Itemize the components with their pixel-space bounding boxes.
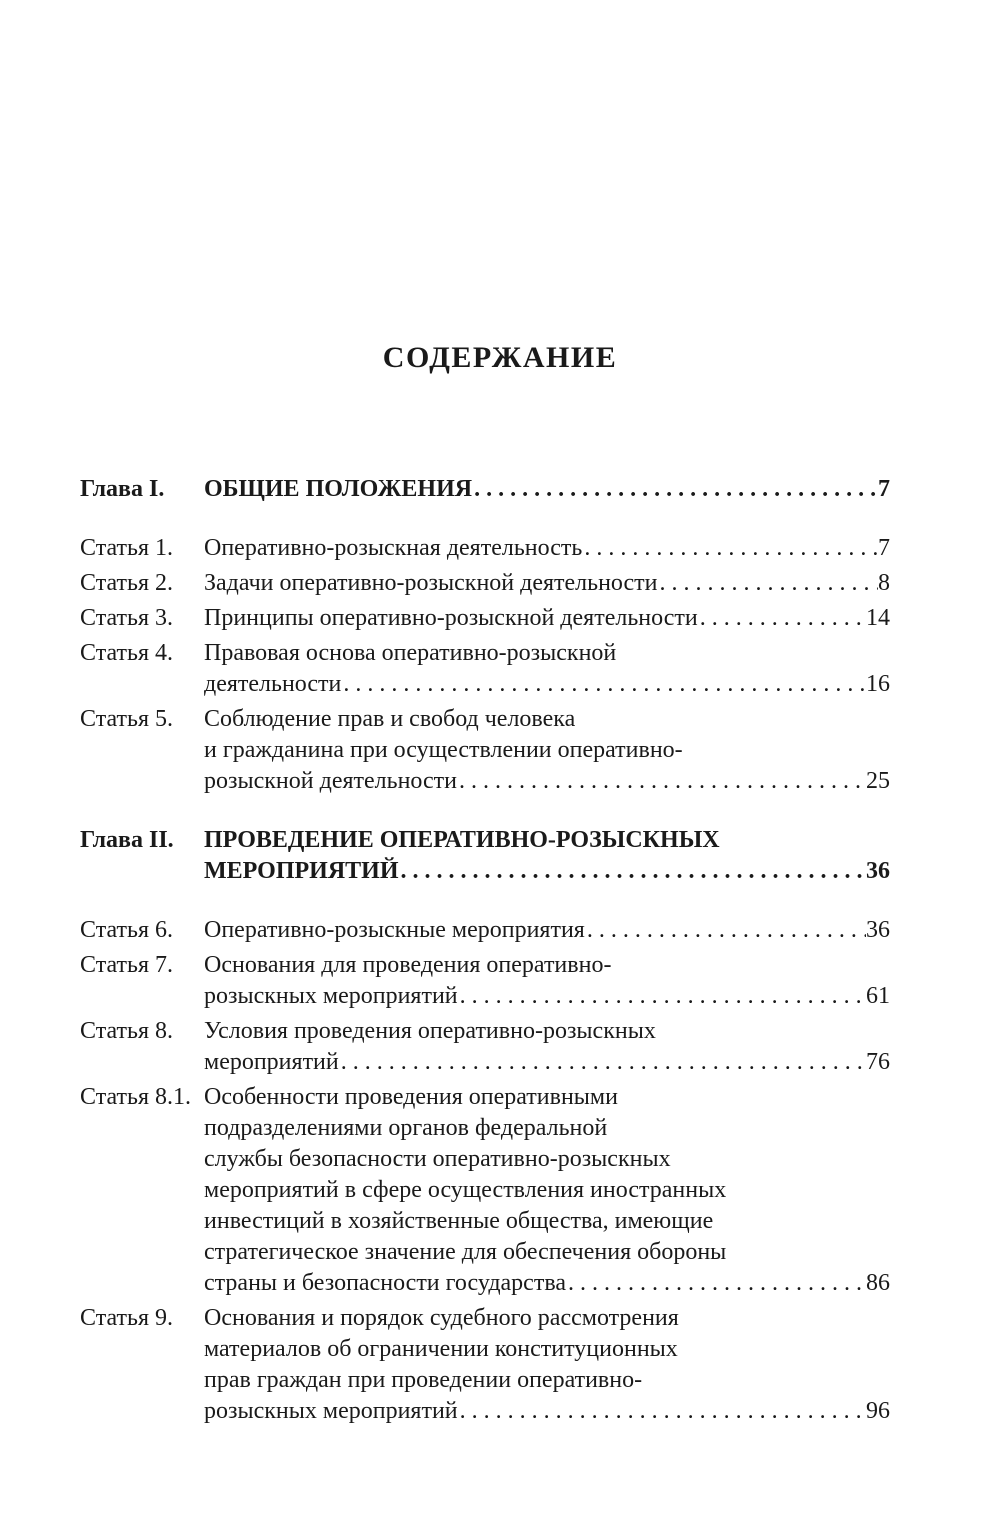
page-number: 36 bbox=[866, 917, 890, 943]
entry-title-line bbox=[204, 981, 890, 1012]
entry-title bbox=[204, 950, 890, 1012]
entry-title-text: инвестиций в хозяйственные общества, имеющие bbox=[204, 1208, 714, 1234]
entry-title-line bbox=[204, 735, 890, 766]
dot-leader bbox=[458, 1396, 866, 1427]
dot-leader bbox=[399, 856, 866, 887]
article-label: Статья 8.1. bbox=[80, 1084, 191, 1110]
toc-article-entry[interactable] bbox=[80, 1082, 890, 1299]
entry-title-text: Особенности проведения оперативными bbox=[204, 1084, 618, 1110]
dot-leader bbox=[458, 981, 866, 1012]
toc-article-entry[interactable] bbox=[80, 950, 890, 1012]
entry-title-line bbox=[204, 1144, 890, 1175]
entry-title bbox=[204, 1016, 890, 1078]
entry-title bbox=[204, 568, 890, 599]
article-label: Статья 5. bbox=[80, 706, 173, 732]
entry-title bbox=[204, 533, 890, 564]
toc-article-entry[interactable] bbox=[80, 915, 890, 946]
entry-title-text: и гражданина при осуществлении оперативно- bbox=[204, 737, 683, 763]
entry-title-text: Условия проведения оперативно-розыскных bbox=[204, 1018, 656, 1044]
article-label: Статья 3. bbox=[80, 605, 173, 631]
entry-title bbox=[204, 638, 890, 700]
toc-article-entry[interactable] bbox=[80, 568, 890, 599]
entry-title-text: МЕРОПРИЯТИЙ bbox=[204, 858, 399, 884]
entry-title-text: материалов об ограничении конституционных bbox=[204, 1336, 678, 1362]
article-label: Статья 6. bbox=[80, 917, 173, 943]
dot-leader bbox=[585, 915, 866, 946]
dot-leader bbox=[341, 669, 866, 700]
entry-title-line bbox=[204, 766, 890, 797]
entry-title-line bbox=[204, 950, 890, 981]
entry-title-line bbox=[204, 568, 890, 599]
entry-title-text: Основания и порядок судебного рассмотрения bbox=[204, 1305, 679, 1331]
entry-title-text: Принципы оперативно-розыскной деятельности bbox=[204, 605, 698, 631]
article-label: Статья 9. bbox=[80, 1305, 173, 1331]
toc-article-entry[interactable] bbox=[80, 603, 890, 634]
entry-title-line bbox=[204, 1365, 890, 1396]
entry-title-text: розыскных мероприятий bbox=[204, 983, 458, 1009]
dot-leader bbox=[339, 1047, 866, 1078]
entry-title bbox=[204, 603, 890, 634]
entry-title-line bbox=[204, 1016, 890, 1047]
toc-article-entry[interactable] bbox=[80, 704, 890, 797]
entry-title-line bbox=[204, 603, 890, 634]
article-label: Статья 7. bbox=[80, 952, 173, 978]
toc-article-entry[interactable] bbox=[80, 533, 890, 564]
page-number: 36 bbox=[866, 858, 890, 884]
entry-title bbox=[204, 915, 890, 946]
entry-title-line bbox=[204, 1047, 890, 1078]
entry-title-line bbox=[204, 533, 890, 564]
toc-article-entry[interactable] bbox=[80, 1016, 890, 1078]
page-number: 96 bbox=[866, 1398, 890, 1424]
article-label: Статья 4. bbox=[80, 640, 173, 666]
chapter-label: Глава II. bbox=[80, 827, 174, 853]
page-number: 8 bbox=[878, 570, 890, 596]
entry-title-text: Основания для проведения оперативно- bbox=[204, 952, 612, 978]
dot-leader bbox=[698, 603, 866, 634]
entry-title-text: подразделениями органов федеральной bbox=[204, 1115, 608, 1141]
dot-leader bbox=[457, 766, 866, 797]
page-number: 16 bbox=[866, 671, 890, 697]
article-label: Статья 8. bbox=[80, 1018, 173, 1044]
entry-title-text: прав граждан при проведении оперативно- bbox=[204, 1367, 643, 1393]
entry-title-text: страны и безопасности государства bbox=[204, 1270, 566, 1296]
entry-title bbox=[204, 474, 890, 505]
entry-title bbox=[204, 1303, 890, 1427]
entry-title-line bbox=[204, 856, 890, 887]
entry-title-line bbox=[204, 1237, 890, 1268]
page-number: 61 bbox=[866, 983, 890, 1009]
entry-title-text: Задачи оперативно-розыскной деятельности bbox=[204, 570, 658, 596]
article-label: Статья 2. bbox=[80, 570, 173, 596]
toc-article-entry[interactable] bbox=[80, 1303, 890, 1427]
chapter-label: Глава I. bbox=[80, 476, 165, 502]
page-number: 76 bbox=[866, 1049, 890, 1075]
entry-title-line bbox=[204, 1396, 890, 1427]
entry-title bbox=[204, 1082, 890, 1299]
entry-title-text: Оперативно-розыскные мероприятия bbox=[204, 917, 585, 943]
entry-title-line bbox=[204, 1206, 890, 1237]
dot-leader bbox=[566, 1268, 866, 1299]
page-number: 7 bbox=[878, 476, 890, 502]
entry-title-text: ОБЩИЕ ПОЛОЖЕНИЯ bbox=[204, 476, 473, 502]
dot-leader bbox=[582, 533, 878, 564]
entry-title-line bbox=[204, 704, 890, 735]
entry-title-text: розыскной деятельности bbox=[204, 768, 457, 794]
toc-article-entry[interactable] bbox=[80, 638, 890, 700]
entry-title-text: Соблюдение прав и свобод человека bbox=[204, 706, 576, 732]
entry-title-text: ПРОВЕДЕНИЕ ОПЕРАТИВНО-РОЗЫСКНЫХ bbox=[204, 827, 720, 853]
entry-title-line bbox=[204, 1334, 890, 1365]
entry-title bbox=[204, 825, 890, 887]
entry-title-line bbox=[204, 474, 890, 505]
page-title: СОДЕРЖАНИЕ bbox=[382, 341, 618, 374]
entry-title-line bbox=[204, 669, 890, 700]
entry-title-line bbox=[204, 1303, 890, 1334]
entry-title-text: службы безопасности оперативно-розыскных bbox=[204, 1146, 671, 1172]
entry-title bbox=[204, 704, 890, 797]
page-number: 86 bbox=[866, 1270, 890, 1296]
page-number: 25 bbox=[866, 768, 890, 794]
page-number: 7 bbox=[878, 535, 890, 561]
entry-title-line bbox=[204, 1268, 890, 1299]
page-number: 14 bbox=[866, 605, 890, 631]
dot-leader bbox=[658, 568, 878, 599]
table-of-contents bbox=[80, 474, 890, 1427]
entry-title-text: розыскных мероприятий bbox=[204, 1398, 458, 1424]
entry-title-line bbox=[204, 638, 890, 669]
entry-title-text: Правовая основа оперативно-розыскной bbox=[204, 640, 617, 666]
entry-title-text: мероприятий bbox=[204, 1049, 339, 1075]
entry-title-line bbox=[204, 1175, 890, 1206]
entry-title-line bbox=[204, 915, 890, 946]
entry-title-text: Оперативно-розыскная деятельность bbox=[204, 535, 583, 561]
toc-chapter-entry[interactable] bbox=[80, 474, 890, 505]
entry-title-line bbox=[204, 1113, 890, 1144]
dot-leader bbox=[472, 474, 878, 505]
toc-chapter-entry[interactable] bbox=[80, 825, 890, 887]
entry-title-text: деятельности bbox=[204, 671, 342, 697]
entry-title-text: мероприятий в сфере осуществления иностранных bbox=[204, 1177, 727, 1203]
article-label: Статья 1. bbox=[80, 535, 173, 561]
entry-title-text: стратегическое значение для обеспечения обороны bbox=[204, 1239, 727, 1265]
entry-title-line bbox=[204, 1082, 890, 1113]
entry-title-line bbox=[204, 825, 890, 856]
